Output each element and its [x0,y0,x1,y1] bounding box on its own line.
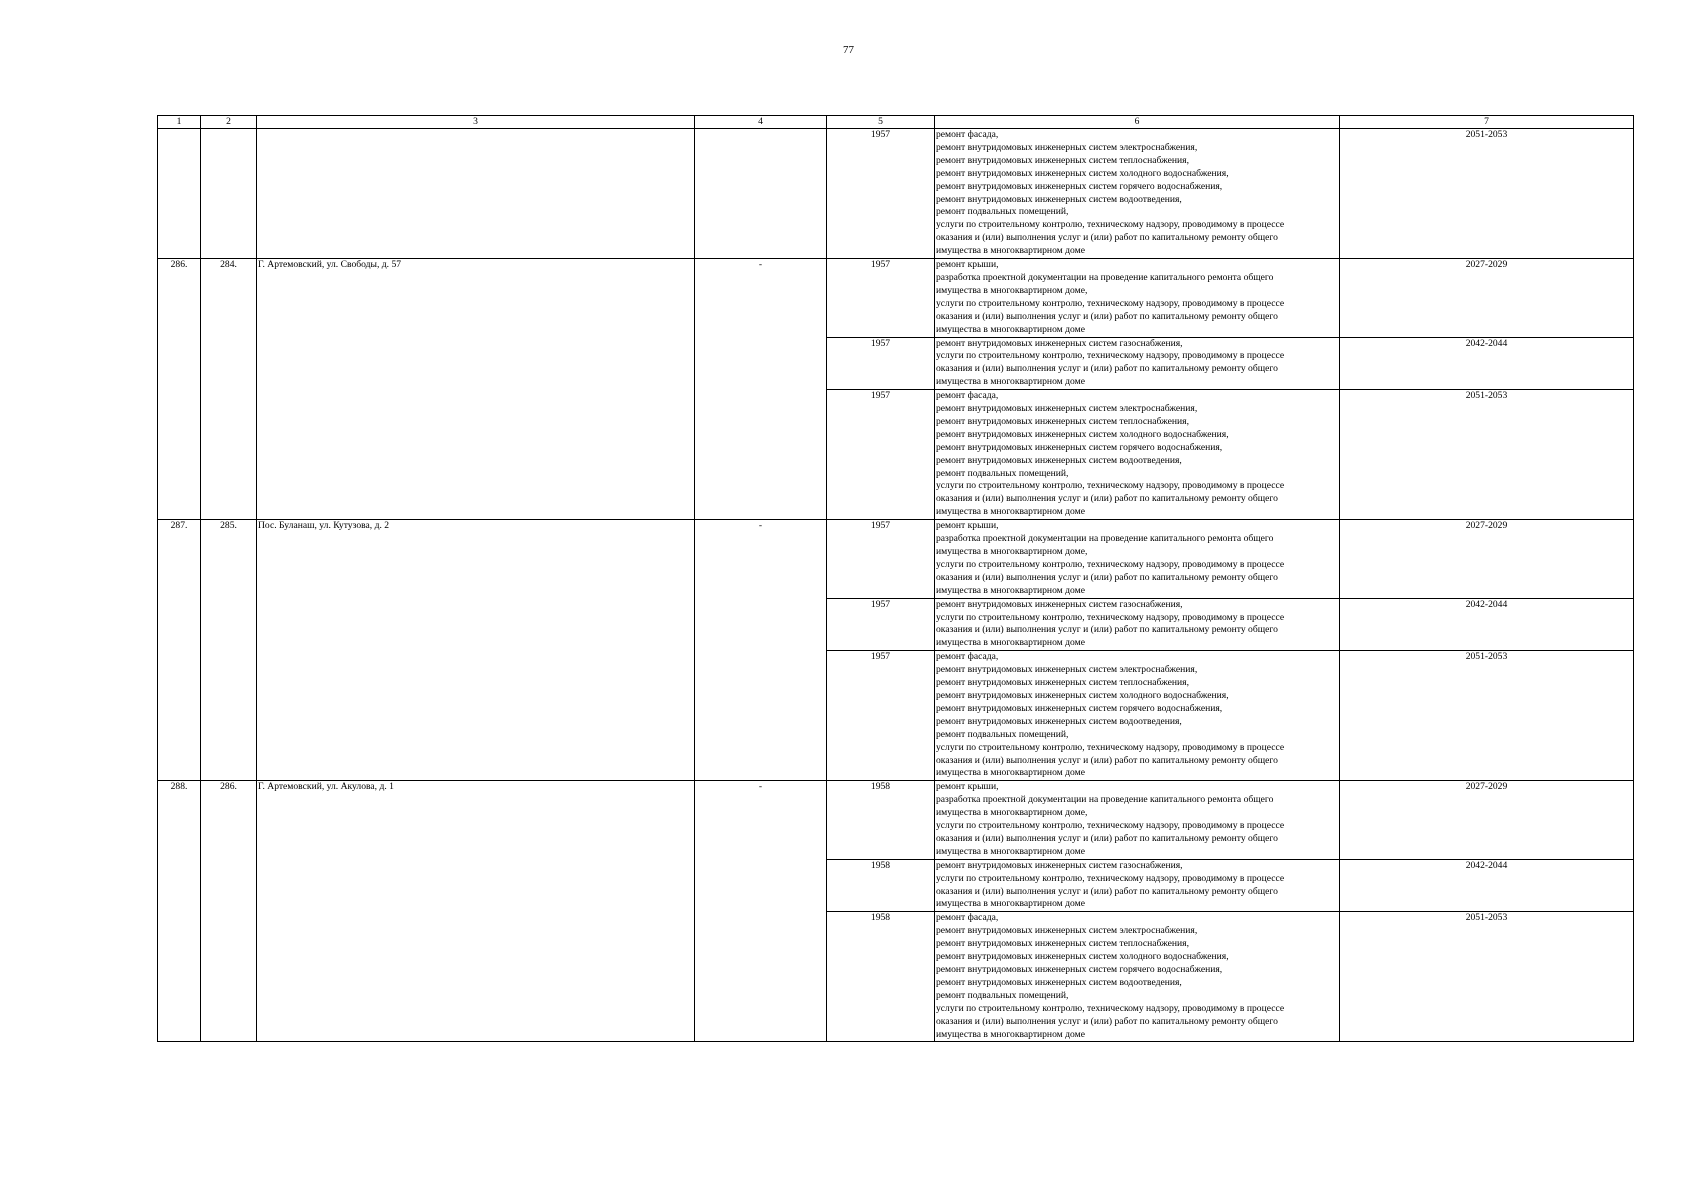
row-number-cell: 288. [158,781,201,1042]
address-cell [257,129,695,259]
period-cell: 2027-2029 [1340,520,1634,598]
column-header: 1 [158,116,201,129]
column-header: 5 [827,116,935,129]
works-cell: ремонт фасада, ремонт внутридомовых инженерных систем электроснабжения, ремонт внутридомовых инженерных систем теплоснабжения, ремонт внутридомовых инженерных систем холодного водоснабжения, ремонт внутридомовых инженерных систем горячего водоснабжения, ремонт внутридомовых инженерных систем водоотведения, ремонт подвальных помещений, услуги по строительному контролю, техническому надзору, проводимому в процессе оказания и (или) выполнения услуг и (или) работ по капитальному ремонту общего имущества в многоквартирном доме [935,129,1340,259]
registry-number-cell: 284. [201,259,257,520]
works-cell: ремонт внутридомовых инженерных систем газоснабжения, услуги по строительному контролю, техническому надзору, проводимому в процессе оказания и (или) выполнения услуг и (или) работ по капитальному ремонту общего имущества в многоквартирном доме [935,859,1340,912]
period-cell: 2027-2029 [1340,781,1634,859]
year-cell: 1957 [827,259,935,337]
column-header: 2 [201,116,257,129]
registry-number-cell [201,129,257,259]
works-cell: ремонт фасада, ремонт внутридомовых инженерных систем электроснабжения, ремонт внутридомовых инженерных систем теплоснабжения, ремонт внутридомовых инженерных систем холодного водоснабжения, ремонт внутридомовых инженерных систем горячего водоснабжения, ремонт внутридомовых инженерных систем водоотведения, ремонт подвальных помещений, услуги по строительному контролю, техническому надзору, проводимому в процессе оказания и (или) выполнения услуг и (или) работ по капитальному ремонту общего имущества в многоквартирном доме [935,651,1340,781]
page-number: 77 [843,44,854,56]
year-cell: 1957 [827,520,935,598]
table-row [158,129,1634,259]
address-cell: Г. Артемовский, ул. Свободы, д. 57 [257,259,695,520]
works-cell: ремонт крыши, разработка проектной документации на проведение капитального ремонта общего имущества в многоквартирном доме, услуги по строительному контролю, техническому надзору, проводимому в процессе оказания и (или) выполнения услуг и (или) работ по капитальному ремонту общего имущества в многоквартирном доме [935,781,1340,859]
period-cell: 2051-2053 [1340,390,1634,520]
column-header: 6 [935,116,1340,129]
table-body [158,129,1634,1042]
works-cell: ремонт внутридомовых инженерных систем газоснабжения, услуги по строительному контролю, техническому надзору, проводимому в процессе оказания и (или) выполнения услуг и (или) работ по капитальному ремонту общего имущества в многоквартирном доме [935,598,1340,651]
capital-repair-table [157,115,1634,1042]
period-cell: 2042-2044 [1340,337,1634,390]
row-number-cell: 287. [158,520,201,781]
period-cell: 2027-2029 [1340,259,1634,337]
works-cell: ремонт фасада, ремонт внутридомовых инженерных систем электроснабжения, ремонт внутридомовых инженерных систем теплоснабжения, ремонт внутридомовых инженерных систем холодного водоснабжения, ремонт внутридомовых инженерных систем горячего водоснабжения, ремонт внутридомовых инженерных систем водоотведения, ремонт подвальных помещений, услуги по строительному контролю, техническому надзору, проводимому в процессе оказания и (или) выполнения услуг и (или) работ по капитальному ремонту общего имущества в многоквартирном доме [935,390,1340,520]
works-cell: ремонт крыши, разработка проектной документации на проведение капитального ремонта общего имущества в многоквартирном доме, услуги по строительному контролю, техническому надзору, проводимому в процессе оказания и (или) выполнения услуг и (или) работ по капитальному ремонту общего имущества в многоквартирном доме [935,259,1340,337]
column-4-cell: - [695,259,827,520]
registry-number-cell: 286. [201,781,257,1042]
column-4-cell: - [695,520,827,781]
period-cell: 2051-2053 [1340,651,1634,781]
period-cell: 2051-2053 [1340,129,1634,259]
period-cell: 2042-2044 [1340,598,1634,651]
table-row [158,259,1634,337]
column-header: 4 [695,116,827,129]
registry-number-cell: 285. [201,520,257,781]
row-number-cell [158,129,201,259]
row-number-cell: 286. [158,259,201,520]
year-cell: 1958 [827,912,935,1042]
address-cell: Пос. Буланаш, ул. Кутузова, д. 2 [257,520,695,781]
address-cell: Г. Артемовский, ул. Акулова, д. 1 [257,781,695,1042]
year-cell: 1957 [827,390,935,520]
column-4-cell [695,129,827,259]
year-cell: 1958 [827,859,935,912]
column-header: 7 [1340,116,1634,129]
period-cell: 2042-2044 [1340,859,1634,912]
column-number-row [158,116,1634,129]
works-cell: ремонт фасада, ремонт внутридомовых инженерных систем электроснабжения, ремонт внутридомовых инженерных систем теплоснабжения, ремонт внутридомовых инженерных систем холодного водоснабжения, ремонт внутридомовых инженерных систем горячего водоснабжения, ремонт внутридомовых инженерных систем водоотведения, ремонт подвальных помещений, услуги по строительному контролю, техническому надзору, проводимому в процессе оказания и (или) выполнения услуг и (или) работ по капитальному ремонту общего имущества в многоквартирном доме [935,912,1340,1042]
column-header: 3 [257,116,695,129]
year-cell: 1957 [827,337,935,390]
year-cell: 1957 [827,598,935,651]
works-cell: ремонт крыши, разработка проектной документации на проведение капитального ремонта общего имущества в многоквартирном доме, услуги по строительному контролю, техническому надзору, проводимому в процессе оказания и (или) выполнения услуг и (или) работ по капитальному ремонту общего имущества в многоквартирном доме [935,520,1340,598]
period-cell: 2051-2053 [1340,912,1634,1042]
year-cell: 1957 [827,129,935,259]
year-cell: 1957 [827,651,935,781]
column-4-cell: - [695,781,827,1042]
works-cell: ремонт внутридомовых инженерных систем газоснабжения, услуги по строительному контролю, техническому надзору, проводимому в процессе оказания и (или) выполнения услуг и (или) работ по капитальному ремонту общего имущества в многоквартирном доме [935,337,1340,390]
table-row [158,781,1634,859]
table-row [158,520,1634,598]
year-cell: 1958 [827,781,935,859]
